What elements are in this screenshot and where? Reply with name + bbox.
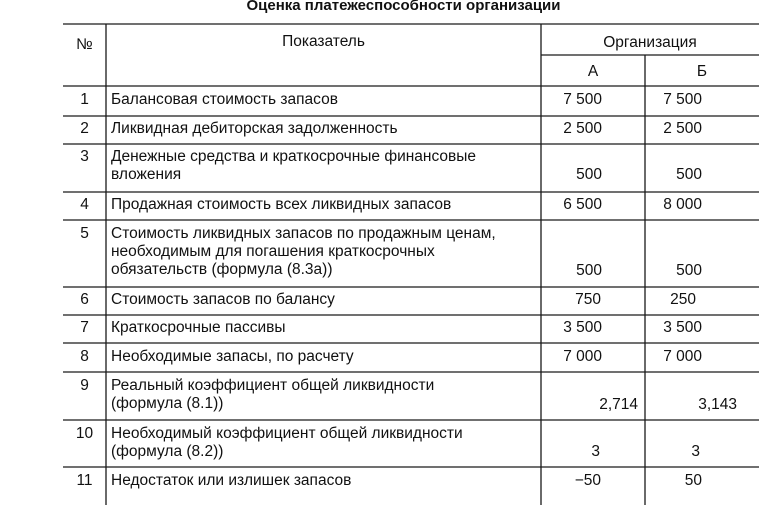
row-label: Стоимость запасов по балансу (111, 291, 335, 308)
row-label: вложения (111, 166, 182, 183)
value-org-b: 2 500 (663, 120, 702, 137)
header-org-b: Б (696, 63, 708, 80)
value-org-a: 7 000 (563, 348, 602, 365)
value-org-b: 7 500 (663, 91, 702, 108)
header-organization: Организация (603, 34, 697, 51)
row-number: 8 (80, 348, 89, 365)
row-label: обязательств (формула (8.3а)) (111, 261, 333, 278)
header-org-a: А (587, 63, 599, 80)
value-org-b: 3 (691, 443, 700, 460)
row-number: 4 (80, 196, 89, 213)
table-title: Оценка платежеспособности организации (246, 0, 561, 14)
value-org-b: 7 000 (663, 348, 702, 365)
row-label: (формула (8.2)) (111, 443, 224, 460)
row-label: необходимым для погашения краткосрочных (111, 243, 435, 260)
row-number: 9 (80, 377, 89, 394)
header-number: № (76, 36, 93, 53)
row-label: Ликвидная дебиторская задолженность (111, 120, 398, 137)
row-label: Необходимый коэффициент общей ликвидности (111, 425, 463, 442)
value-org-b: 8 000 (663, 196, 702, 213)
value-org-a: 3 500 (563, 319, 602, 336)
row-number: 7 (80, 319, 89, 336)
row-number: 5 (80, 225, 89, 242)
row-label: Стоимость ликвидных запасов по продажным ценам, (111, 225, 496, 242)
row-number: 11 (76, 472, 93, 489)
header-indicator: Показатель (282, 33, 365, 50)
value-org-b: 500 (676, 166, 702, 183)
row-number: 2 (80, 120, 89, 137)
row-number: 10 (75, 425, 94, 442)
row-label: Продажная стоимость всех ликвидных запасов (111, 196, 452, 213)
row-label: Реальный коэффициент общей ликвидности (111, 377, 435, 394)
row-label: Краткосрочные пассивы (111, 319, 286, 336)
value-org-a: 7 500 (563, 91, 602, 108)
row-label: Недостаток или излишек запасов (111, 472, 352, 489)
value-org-a: 500 (576, 262, 602, 279)
row-number: 1 (80, 91, 89, 108)
row-number: 3 (80, 148, 89, 165)
value-org-a: 750 (575, 291, 601, 308)
value-org-b: 3,143 (698, 396, 737, 413)
value-org-a: −50 (574, 472, 601, 489)
row-label: (формула (8.1)) (111, 395, 224, 412)
value-org-a: 6 500 (563, 196, 602, 213)
value-org-a: 3 (591, 443, 600, 460)
value-org-a: 500 (576, 166, 602, 183)
row-label: Балансовая стоимость запасов (111, 91, 338, 108)
value-org-b: 3 500 (663, 319, 702, 336)
row-label: Денежные средства и краткосрочные финансовые (111, 148, 477, 165)
value-org-b: 50 (684, 472, 702, 489)
value-org-a: 2 500 (563, 120, 602, 137)
value-org-b: 250 (670, 291, 696, 308)
value-org-b: 500 (676, 262, 702, 279)
value-org-a: 2,714 (599, 396, 638, 413)
row-number: 6 (80, 291, 89, 308)
row-label: Необходимые запасы, по расчету (111, 348, 354, 365)
